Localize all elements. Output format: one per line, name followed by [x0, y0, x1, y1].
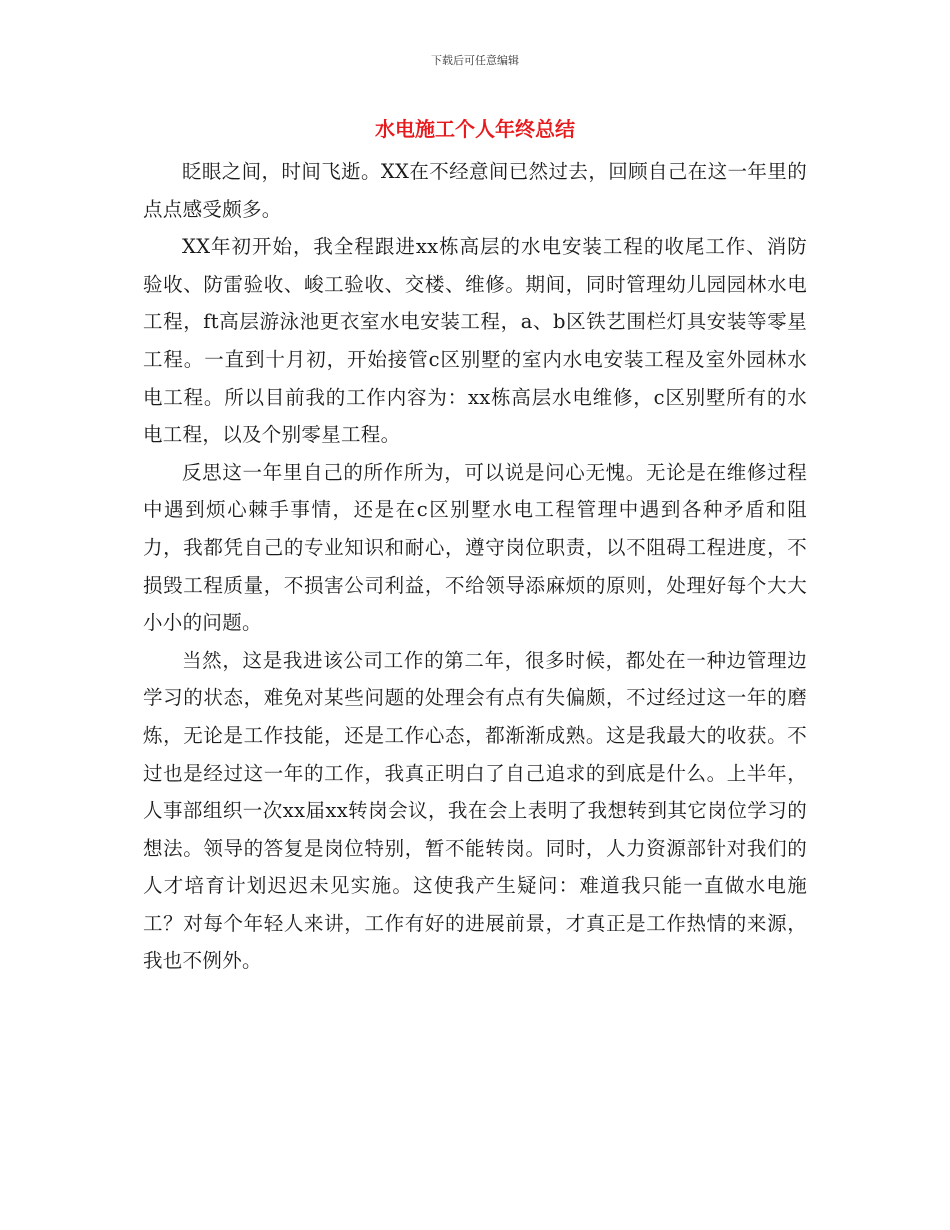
page-header-note: 下载后可任意编辑 — [431, 54, 519, 67]
document-title: 水电施工个人年终总结 — [375, 117, 575, 141]
paragraph-growth: 当然，这是我进该公司工作的第二年，很多时候，都处在一种边管理边学习的状态，难免对某些问题的处理会有点有失偏颇，不过经过这一年的磨炼，无论是工作技能，还是工作心态，都渐渐成熟。这是我最大的收获。不过也是经过这一年的工作，我真正明白了自己追求的到底是什么。上半年，人事部组织一次xx届xx转岗会议，我在会上表明了我想转到其它岗位学习的想法。领导的答复是岗位特别，暂不能转岗。同时，人力资源部针对我们的人才培育计划迟迟未见实施。这使我产生疑问：难道我只能一直做水电施工？对每个年轻人来讲，工作有好的进展前景，才真正是工作热情的来源，我也不例外。 — [143, 648, 807, 973]
paragraph-work-content: XX年初开始，我全程跟进xx栋高层的水电安装工程的收尾工作、消防验收、防雷验收、峻工验收、交楼、维修。期间，同时管理幼儿园园林水电工程，ft高层游泳池更衣室水电安装工程，a、b区铁艺围栏灯具安装等零星工程。一直到十月初，开始接管c区别墅的室内水电安装工程及室外园林水电工程。所以目前我的工作内容为：xx栋高层水电维修，c区别墅所有的水电工程，以及个别零星工程。 — [143, 235, 807, 447]
paragraph-reflection: 反思这一年里自己的所作所为，可以说是问心无愧。无论是在维修过程中遇到烦心棘手事情，还是在c区别墅水电工程管理中遇到各种矛盾和阻力，我都凭自己的专业知识和耐心，遵守岗位职责，以不阻碍工程进度，不损毁工程质量，不损害公司利益，不给领导添麻烦的原则，处理好每个大大小小的问题。 — [143, 460, 807, 635]
paragraph-intro: 眨眼之间，时间飞逝。XX在不经意间已然过去，回顾自己在这一年里的点点感受颇多。 — [143, 160, 807, 221]
document-body — [143, 153, 807, 980]
